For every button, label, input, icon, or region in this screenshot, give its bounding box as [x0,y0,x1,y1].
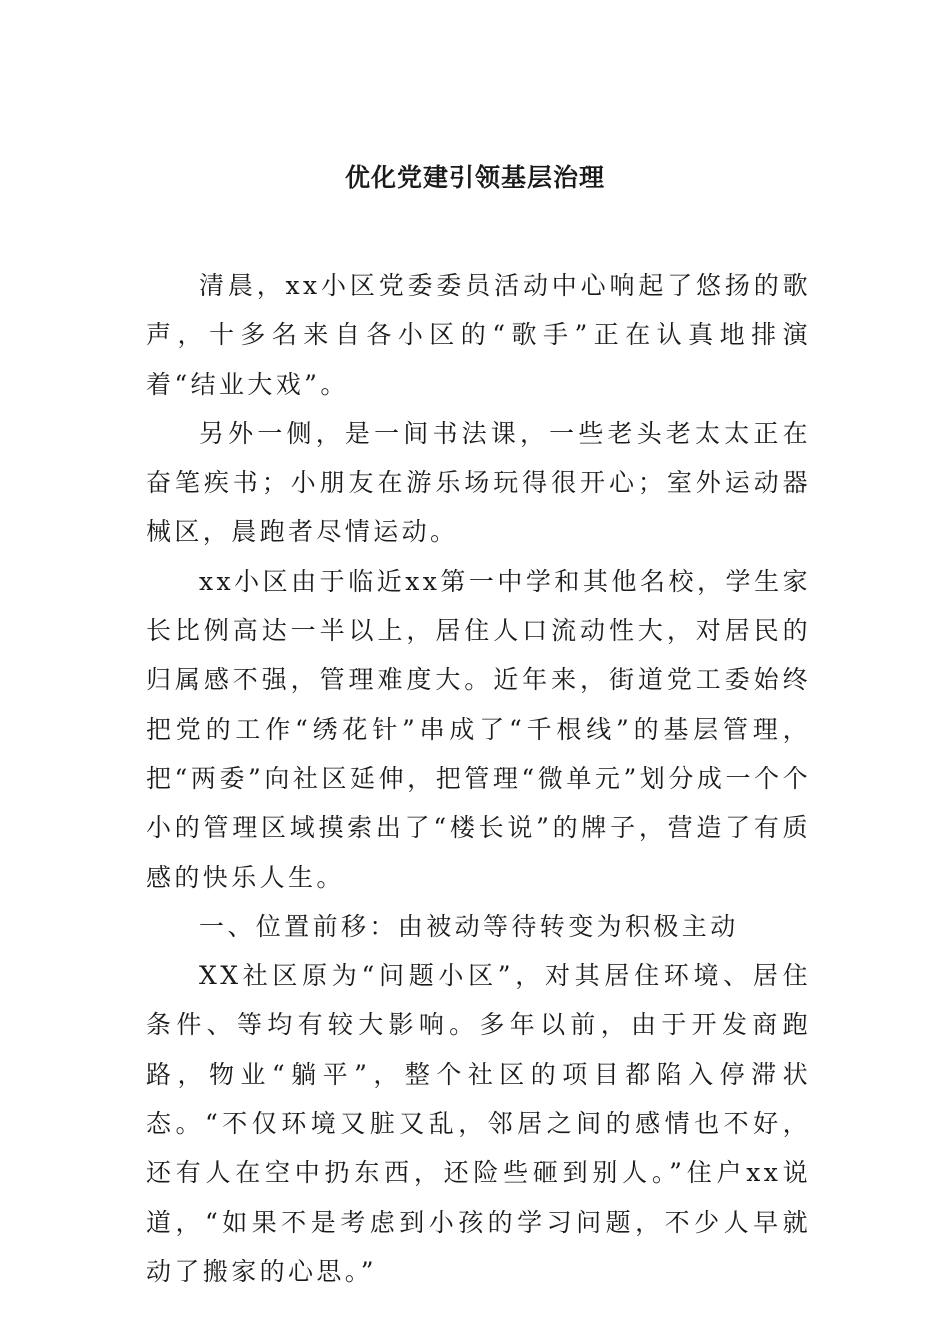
paragraph: 另外一侧，是一间书法课，一些老头老太太正在奋笔疾书；小朋友在游乐场玩得很开心；室外运动器械区，晨跑者尽情运动。 [146,418,811,547]
section-heading: 一、位置前移：由被动等待转变为积极主动 [199,911,739,941]
document-title: 优化党建引领基层治理 [344,163,605,192]
document-body [146,261,811,1296]
paragraph: XX社区原为“问题小区”，对其居住环境、居住条件、等均有较大影响。多年以前，由于开发商跑路，物业“躺平”，整个社区的项目都陷入停滞状态。“不仅环境又脏又乱，邻居之间的感情也不好，还有人在空中扔东西，还险些砸到别人。”住户xx说道，“如果不是考虑到小孩的学习问题，不少人早就动了搬家的心思。” [146,961,811,1286]
paragraph: 清晨，xx小区党委委员活动中心响起了悠扬的歌声，十多名来自各小区的“歌手”正在认真地排演着“结业大戏”。 [146,271,811,399]
paragraph: xx小区由于临近xx第一中学和其他名校，学生家长比例高达一半以上，居住人口流动性大，对居民的归属感不强，管理难度大。近年来，街道党工委始终把党的工作“绣花针”串成了“千根线”的基层管理，把“两委”向社区延伸，把管理“微单元”划分成一个个小的管理区域摸索出了“楼长说”的牌子，营造了有质感的快乐人生。 [146,566,811,892]
